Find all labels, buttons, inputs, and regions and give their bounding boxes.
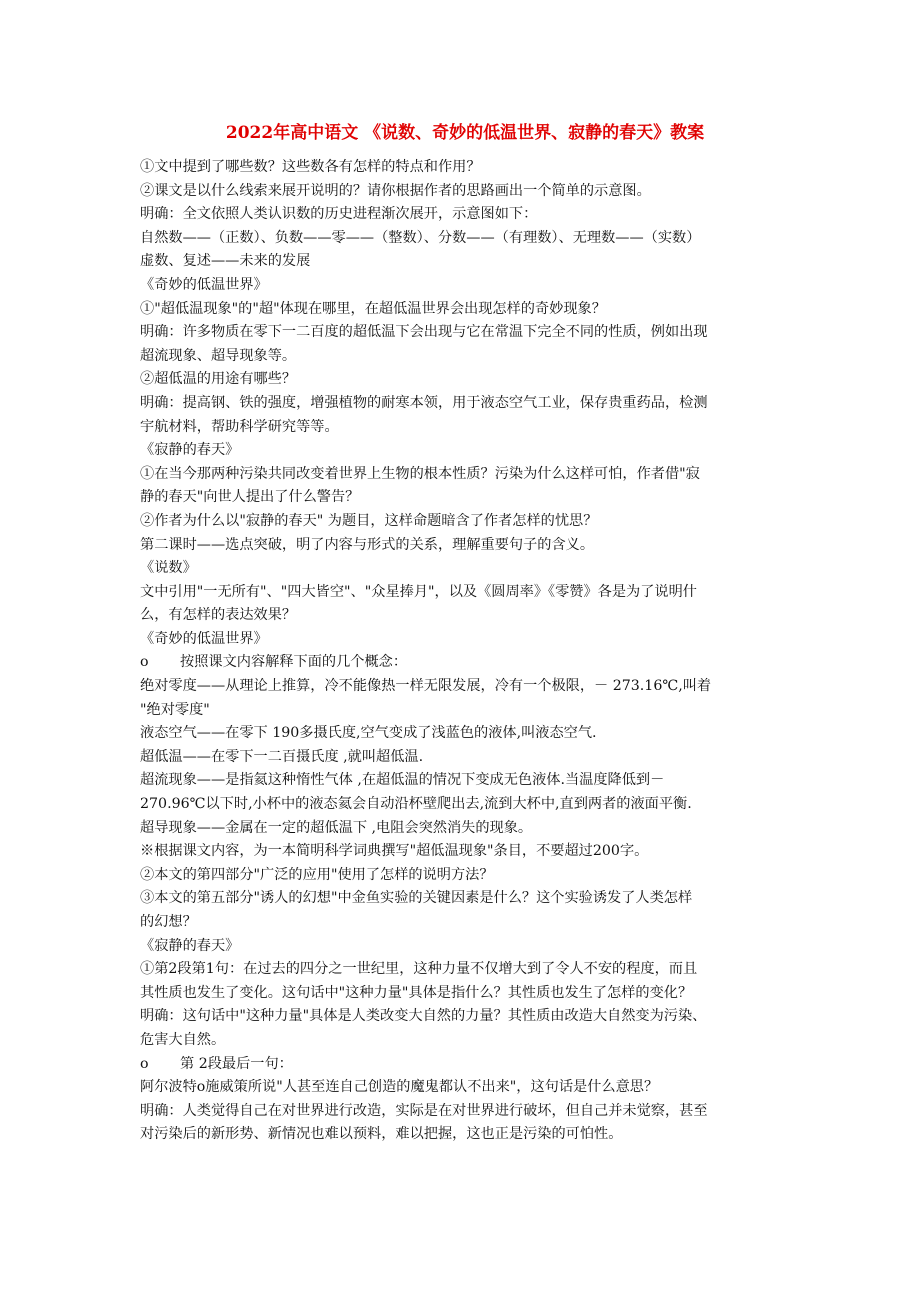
text-line: ②课文是以什么线索来展开说明的？请你根据作者的思路画出一个简单的示意图。 (140, 182, 651, 199)
section-heading: 《寂静的春天》 (140, 937, 240, 954)
text-line: 危害大自然。 (140, 1031, 226, 1048)
text-line: 对污染后的新形势、新情况也难以预料，难以把握，这也正是污染的可怕性。 (140, 1126, 623, 1143)
text-line: 明确：全文依照人类认识数的历史进程渐次展开，示意图如下： (140, 206, 538, 223)
text-line: 文中引用"一无所有"、"四大皆空"、"众星捧月"，以及《圆周率》《零赞》各是为了说明什 (140, 583, 697, 600)
text-line: 阿尔波特o施威策所说"人甚至连自己创造的魔鬼都认不出来"，这句话是什么意思？ (140, 1079, 659, 1096)
document-page (140, 120, 790, 1147)
document-title: 2022年高中语文 《说数、奇妙的低温世界、寂静的春天》教案 (225, 123, 705, 143)
text-line: ①第2段第1句：在过去的四分之一世纪里，这种力量不仅增大到了令人不安的程度，而且 (140, 961, 698, 978)
text-line: 绝对零度——从理论上推算，冷不能像热一样无限发展，冷有一个极限，－ 273.16℃,叫着 (140, 678, 712, 695)
text-line: 270.96℃以下时,小杯中的液态氦会自动沿杯壁爬出去,流到大杯中,直到两者的液面平衡. (140, 796, 692, 813)
bullet-text: 第 2段最后一句： (180, 1055, 293, 1072)
section-heading: 《说数》 (140, 560, 197, 577)
text-line: 明确：提高钢、铁的强度，增强植物的耐寒本领，用于液态空气工业，保存贵重药品，检测 (140, 394, 708, 411)
text-line: 静的春天"向世人提出了什么警告？ (140, 489, 360, 506)
bullet-item (140, 651, 790, 675)
text-line: 液态空气——在零下 190多摄氏度,空气变成了浅蓝色的液体,叫液态空气. (140, 725, 597, 742)
section-heading: 《奇妙的低温世界》 (140, 276, 268, 293)
text-line: 明确：许多物质在零下一二百度的超低温下会出现与它在常温下完全不同的性质，例如出现 (140, 324, 708, 341)
document-body (140, 156, 790, 1147)
text-line: 其性质也发生了变化。这句话中"这种力量"具体是指什么？其性质也发生了怎样的变化？ (140, 984, 693, 1001)
section-heading: 《寂静的春天》 (140, 442, 240, 459)
text-line: 第二课时——选点突破，明了内容与形式的关系，理解重要句子的含义。 (140, 536, 595, 553)
text-line: 明确：人类觉得自己在对世界进行改造，实际是在对世界进行破坏，但自己并未觉察，甚至 (140, 1102, 708, 1119)
text-line: ①在当今那两种污染共同改变着世界上生物的根本性质？污染为什么这样可怕，作者借"寂 (140, 465, 700, 482)
text-line: 超流现象、超导现象等。 (140, 347, 297, 364)
bullet-text: 按照课文内容解释下面的几个概念： (180, 654, 408, 671)
text-line: 超流现象——是指氦这种惰性气体 ,在超低温的情况下变成无色液体.当温度降低到－ (140, 772, 665, 789)
text-line: 虚数、复述——未来的发展 (140, 253, 311, 270)
text-line: ②超低温的用途有哪些？ (140, 371, 297, 388)
text-line: ①"超低温现象"的"超"体现在哪里，在超低温世界会出现怎样的奇妙现象？ (140, 300, 606, 317)
text-line: 超导现象——金属在一定的超低温下 ,电阻会突然消失的现象。 (140, 819, 533, 836)
text-line: ※根据课文内容，为一本简明科学词典撰写"超低温现象"条目，不要超过200字。 (140, 843, 649, 860)
text-line: ①文中提到了哪些数？这些数各有怎样的特点和作用？ (140, 159, 481, 175)
text-line: 宇航材料，帮助科学研究等等。 (140, 418, 339, 435)
bullet-item (140, 1053, 790, 1077)
text-line: 超低温——在零下一二百摄氏度 ,就叫超低温. (140, 748, 424, 765)
text-line: ②本文的第四部分"广泛的应用"使用了怎样的说明方法？ (140, 866, 494, 883)
section-heading: 《奇妙的低温世界》 (140, 630, 268, 647)
bullet-mark: o (140, 1055, 149, 1072)
text-line: "绝对零度" (140, 701, 210, 718)
text-line: 明确：这句话中"这种力量"具体是人类改变大自然的力量？其性质由改造大自然变为污染、 (140, 1008, 707, 1025)
text-line: 的幻想？ (140, 914, 197, 930)
text-line: 么，有怎样的表达效果？ (140, 607, 297, 624)
text-line: 自然数——（正数）、负数——零——（整数）、分数——（有理数）、无理数——（实数） (140, 229, 701, 246)
bullet-mark: o (140, 654, 149, 671)
text-line: ③本文的第五部分"诱人的幻想"中金鱼实验的关键因素是什么？这个实验诱发了人类怎样 (140, 890, 693, 907)
text-line: ②作者为什么以"寂静的春天" 为题目，这样命题暗含了作者怎样的忧思？ (140, 512, 598, 529)
